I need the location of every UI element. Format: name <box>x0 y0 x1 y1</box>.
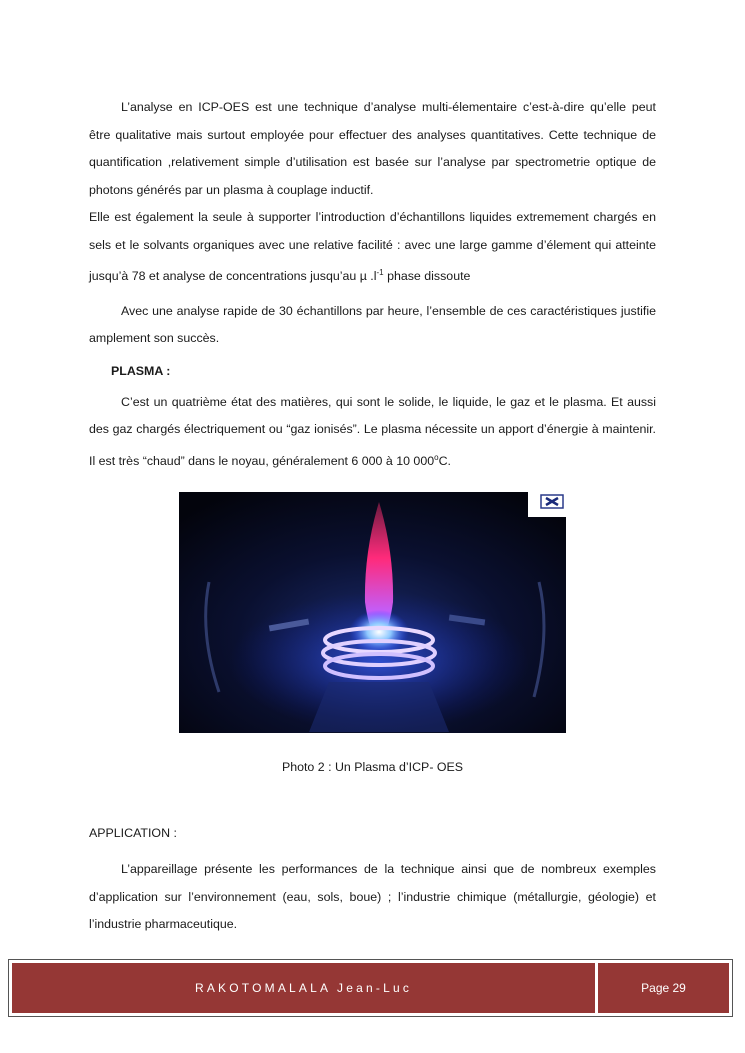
intro-paragraph-2-text: Elle est également la seule à supporter l’introduction d’échantillons liquides extremement chargés en sels et le solvants organiques avec une relative facilité : avec une large gamme d’élement qui atteinte jusqu’à 78 et analyse de concentrations jusqu’au µ .l <box>89 210 656 284</box>
intro-paragraph-1: L’analyse en ICP-OES est une technique d’analyse multi-élementaire c’est-à-dire qu’elle peut être qualitative mais surtout employée pour effectuer des analyses quantitatives. Cette technique de quantification ,relativement simple d’utilisation est basée sur l’analyse par spectrometrie optique de photons générés par un plasma à couplage inductif. <box>89 100 656 197</box>
body-text <box>89 94 656 475</box>
intro-paragraph-2-end: phase dissoute <box>383 269 471 284</box>
application-heading: APPLICATION : <box>89 826 177 840</box>
close-icon[interactable] <box>541 495 563 508</box>
intro-paragraph-3: Avec une analyse rapide de 30 échantillons par heure, l’ensemble de ces caractéristiques justifie amplement son succès. <box>89 303 656 346</box>
footer-author: RAKOTOMALALA Jean-Luc <box>12 963 595 1013</box>
unit-exponent: -1 <box>376 268 384 277</box>
plasma-photo-image <box>179 492 566 733</box>
plasma-paragraph-end: C. <box>438 453 451 468</box>
plasma-heading: PLASMA : <box>111 363 171 378</box>
page-footer <box>8 959 733 1017</box>
plasma-paragraph <box>89 389 656 476</box>
application-paragraph: L’appareillage présente les performances de la technique ainsi que de nombreux exemples d’application sur l’environnement (eau, sols, boue) ; l’industrie chimique (métallurgie, géologie) et l’industrie pharmaceutique. <box>89 862 656 931</box>
photo-caption: Photo 2 : Un Plasma d’ICP- OES <box>281 760 464 774</box>
degree-sign: o <box>434 452 439 462</box>
plasma-paragraph-text: C’est un quatrième état des matières, qui sont le solide, le liquide, le gaz et le plasma. Et aussi des gaz chargés électriquement ou “gaz ionisés”. Le plasma nécessite un apport d’énergie à maintenir. Il est très “chaud” dans le noyau, généralement 6 000 à 10 000 <box>89 394 656 468</box>
intro-paragraph-2 <box>89 204 656 291</box>
plasma-photo <box>179 492 566 733</box>
page-number: Page 29 <box>598 963 729 1013</box>
